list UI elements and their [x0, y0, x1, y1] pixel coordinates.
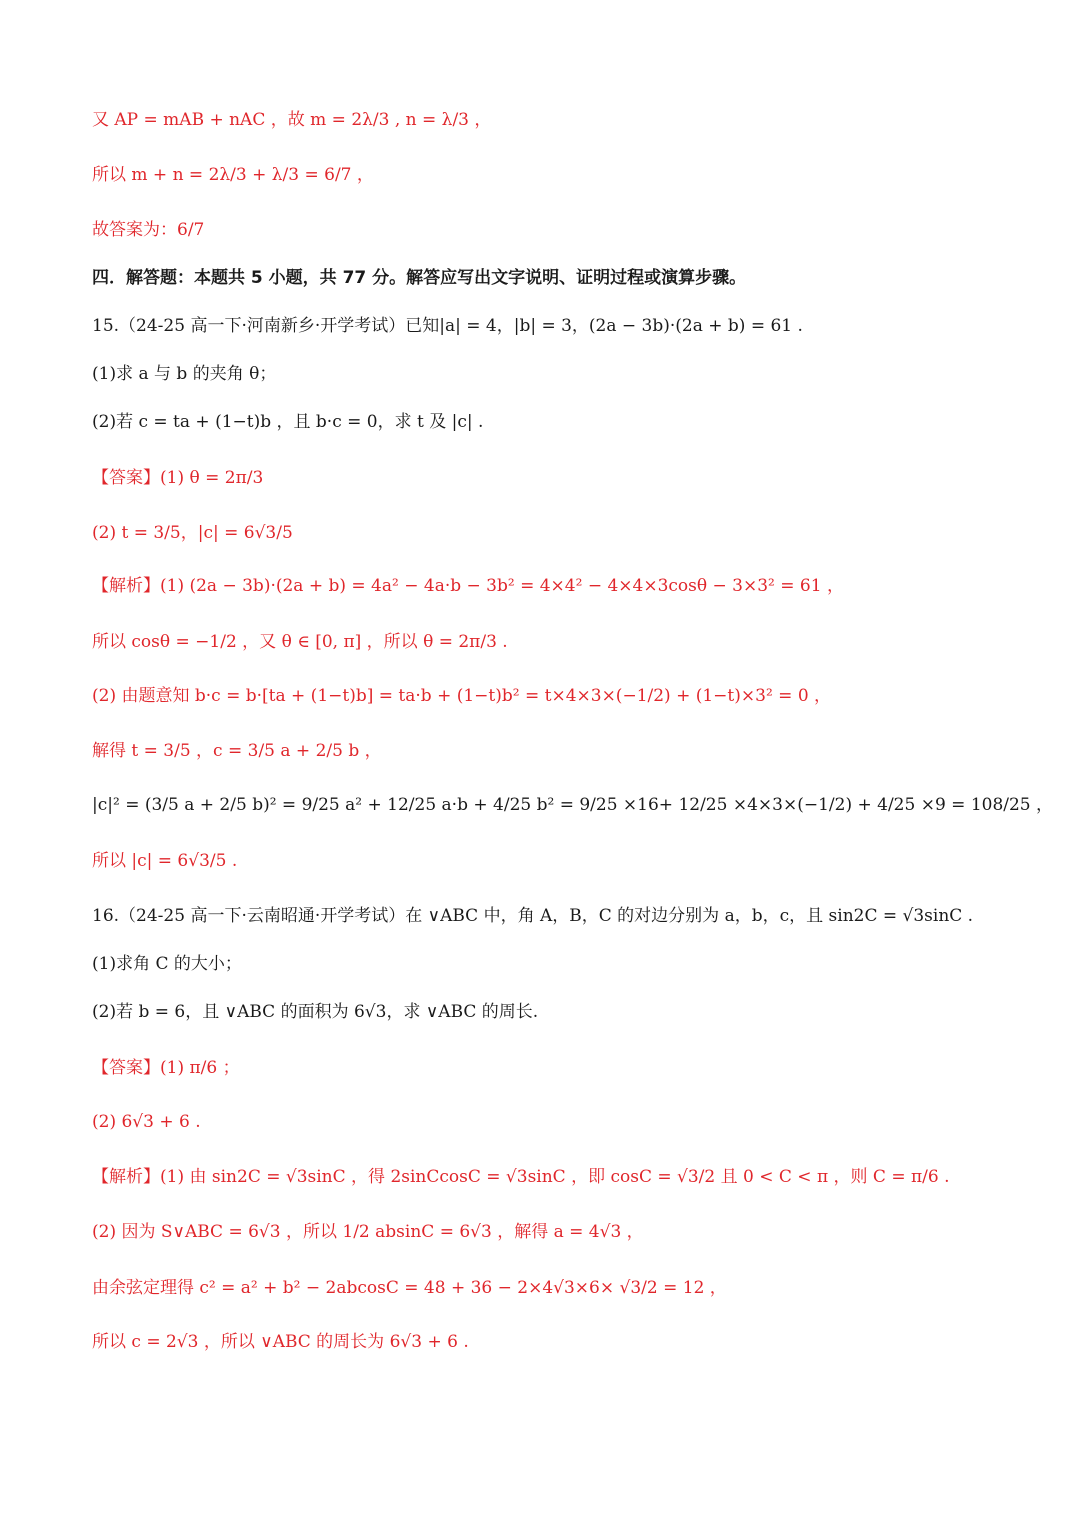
answer-16-part-1: 【答案】(1) π/6 ；: [92, 1058, 240, 1078]
question-15-part-1: (1)求 a 与 b 的夹角 θ；: [92, 364, 277, 384]
question-15: 15.（24-25 高一下·河南新乡·开学考试）已知|a| = 4，|b| = 3，(2a − 3b)·(2a + b) = 61 .: [92, 316, 803, 336]
solution-16-line-4: 所以 c = 2√3 ，所以 ∨ABC 的周长为 6√3 + 6 .: [92, 1332, 469, 1352]
line-2: 所以 m + n = 2λ/3 + λ/3 = 6/7 ，: [92, 165, 374, 185]
line-3: 故答案为：6/7: [92, 220, 205, 240]
answer-15-part-2: (2) t = 3/5，|c| = 6√3/5: [92, 523, 293, 543]
solution-15-line-6: 所以 |c| = 6√3/5 .: [92, 851, 238, 871]
line-1: 又 AP = mAB + nAC ，故 m = 2λ/3 , n = λ/3 ，: [92, 110, 492, 130]
solution-15-line-5: |c|² = (3/5 a + 2/5 b)² = 9/25 a² + 12/25 a·b + 4/25 b² = 9/25 ×16+ 12/25 ×4×3×(−1/2) + 4/25 ×9 = 108/25 ，: [92, 795, 1054, 815]
solution-16-line-2: (2) 因为 S∨ABC = 6√3 ，所以 1/2 absinC = 6√3 ，解得 a = 4√3 ，: [92, 1222, 644, 1242]
solution-15-line-4: 解得 t = 3/5 ，c = 3/5 a + 2/5 b ，: [92, 741, 382, 761]
question-16-part-1: (1)求角 C 的大小；: [92, 954, 242, 974]
question-16: 16.（24-25 高一下·云南昭通·开学考试）在 ∨ABC 中，角 A，B，C 的对边分别为 a，b，c，且 sin2C = √3sinC .: [92, 906, 974, 926]
solution-16-line-3: 由余弦定理得 c² = a² + b² − 2abcosC = 48 + 36 − 2×4√3×6× √3/2 = 12 ，: [92, 1278, 727, 1298]
question-15-part-2: (2)若 c = ta + (1−t)b ，且 b·c = 0，求 t 及 |c| .: [92, 412, 484, 432]
answer-16-part-2: (2) 6√3 + 6 .: [92, 1112, 201, 1132]
question-16-part-2: (2)若 b = 6，且 ∨ABC 的面积为 6√3，求 ∨ABC 的周长.: [92, 1002, 539, 1022]
solution-16-line-1: 【解析】(1) 由 sin2C = √3sinC ，得 2sinCcosC = √3sinC ，即 cosC = √3/2 且 0 < C < π ，则 C = π/6 .: [92, 1167, 950, 1187]
solution-15-line-2: 所以 cosθ = −1/2 ，又 θ ∈ [0, π] ，所以 θ = 2π/3 .: [92, 632, 508, 652]
answer-15-part-1: 【答案】(1) θ = 2π/3: [92, 468, 264, 488]
section-heading: 四．解答题：本题共 5 小题，共 77 分。解答应写出文字说明、证明过程或演算步骤。: [92, 268, 747, 288]
solution-15-line-3: (2) 由题意知 b·c = b·[ta + (1−t)b] = ta·b + (1−t)b² = t×4×3×(−1/2) + (1−t)×3² = 0 ，: [92, 686, 832, 706]
solution-15-line-1: 【解析】(1) (2a − 3b)·(2a + b) = 4a² − 4a·b − 3b² = 4×4² − 4×4×3cosθ − 3×3² = 61 ，: [92, 576, 844, 596]
